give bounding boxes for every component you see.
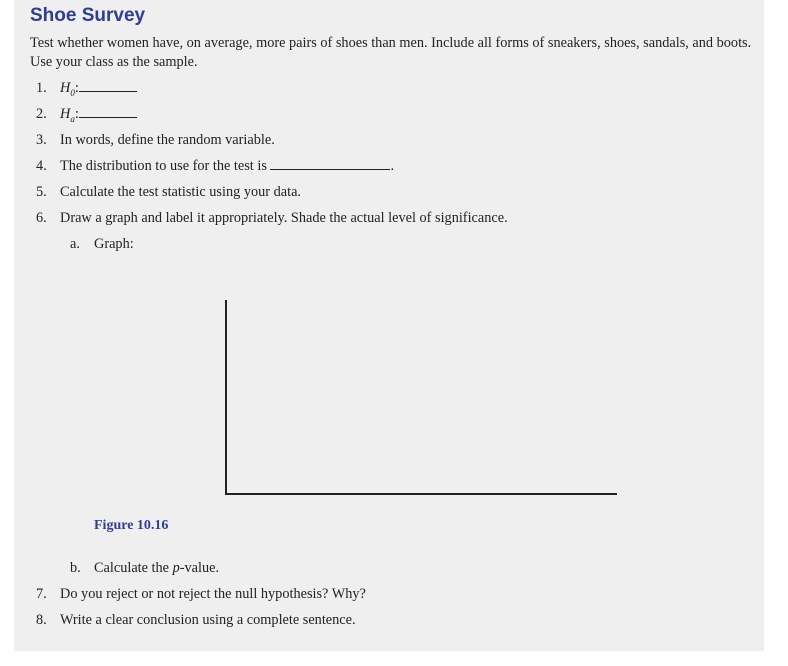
page-title: Shoe Survey	[30, 5, 146, 26]
sub-item-text	[94, 559, 219, 577]
h-symbol: H	[60, 106, 71, 122]
item-text-body: The distribution to use for the test is	[60, 158, 267, 174]
answer-blank[interactable]	[79, 105, 137, 118]
exercise-panel	[14, 0, 764, 651]
answer-blank[interactable]	[270, 157, 390, 170]
item-text	[60, 79, 137, 102]
item-number: 6.	[36, 210, 47, 226]
h-subscript: 0	[70, 87, 75, 98]
item-number: 7.	[36, 586, 47, 602]
item-number: 1.	[36, 80, 47, 96]
graph-y-axis	[225, 300, 227, 494]
graph-x-axis	[225, 493, 617, 495]
item-number: 3.	[36, 132, 47, 148]
item-text	[60, 105, 137, 128]
h-suffix: :	[74, 80, 79, 96]
item-number: 5.	[36, 184, 47, 200]
item-text	[60, 157, 394, 175]
item-text: Calculate the test statistic using your data.	[60, 184, 302, 200]
sub-item-letter: a.	[70, 236, 80, 252]
item-text: In words, define the random variable.	[60, 132, 275, 148]
item-text: Draw a graph and label it appropriately. Shade the actual level of significance.	[60, 210, 508, 226]
item-number: 4.	[36, 158, 47, 174]
item-text: Do you reject or not reject the null hypothesis? Why?	[60, 586, 366, 602]
intro-paragraph: Test whether women have, on average, more pairs of shoes than men. Include all forms of sneakers, shoes, sandals, and boots. Use your class as the sample.	[30, 35, 752, 70]
figure-caption: Figure 10.16	[94, 518, 169, 533]
h-suffix: :	[74, 106, 79, 122]
item-text: Write a clear conclusion using a complete sentence.	[60, 612, 356, 628]
answer-blank[interactable]	[79, 79, 137, 92]
item-text-end: .	[390, 158, 395, 174]
h-symbol: H	[60, 80, 71, 96]
p-symbol: p	[172, 560, 180, 576]
sub-item-text-start: Calculate the	[94, 560, 173, 576]
item-number: 8.	[36, 612, 47, 628]
item-number: 2.	[36, 106, 47, 122]
sub-item-text: Graph:	[94, 236, 134, 252]
sub-item-letter: b.	[70, 560, 81, 576]
h-subscript: a	[70, 113, 75, 124]
sub-item-text-end: -value.	[179, 560, 220, 576]
